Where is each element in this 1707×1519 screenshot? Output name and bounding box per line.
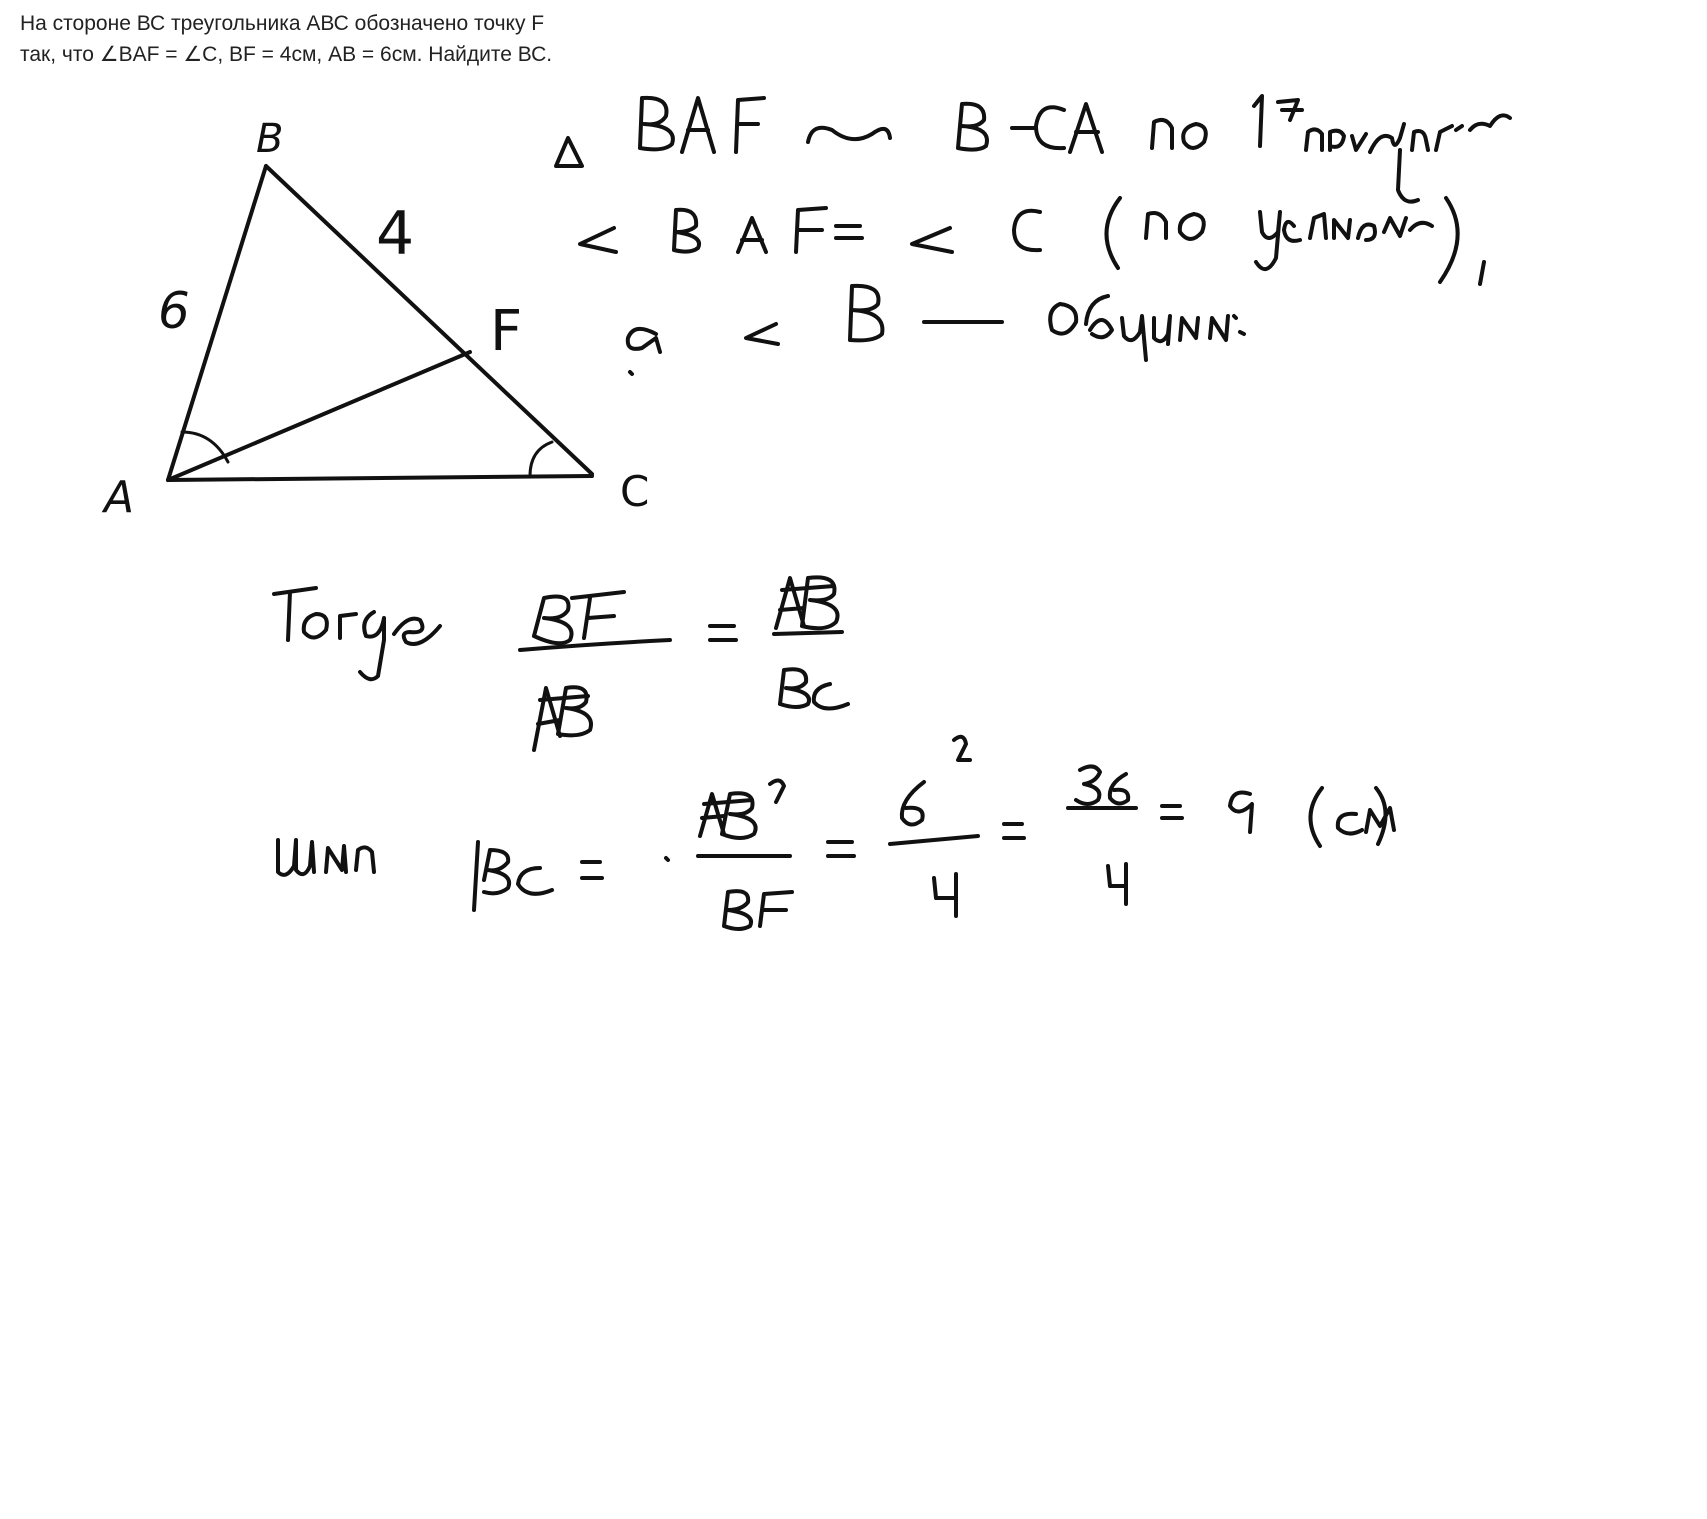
label-side-ab: 6 (158, 282, 190, 340)
handwriting-proportion (274, 577, 848, 750)
problem-line-1: На стороне ВС треугольника АВС обозначено точку F (20, 12, 545, 35)
side-bc (266, 166, 592, 474)
handwriting-result (278, 737, 1394, 929)
handwriting-common-angle (628, 286, 1244, 374)
side-ac (168, 476, 592, 480)
label-vertex-c: C (620, 467, 650, 516)
label-vertex-f: F (490, 299, 523, 364)
angle-mark-c (530, 442, 552, 476)
handwriting-angle-equality (580, 198, 1484, 284)
label-vertex-a: A (104, 472, 135, 523)
segment-af (168, 352, 470, 480)
problem-line-2: так, что ∠BAF = ∠C, BF = 4см, AB = 6см. Найдите ВС. (20, 43, 553, 66)
label-vertex-b: B (256, 116, 284, 162)
label-side-bf: 4 (376, 199, 415, 269)
handwriting-similarity (556, 96, 1510, 202)
